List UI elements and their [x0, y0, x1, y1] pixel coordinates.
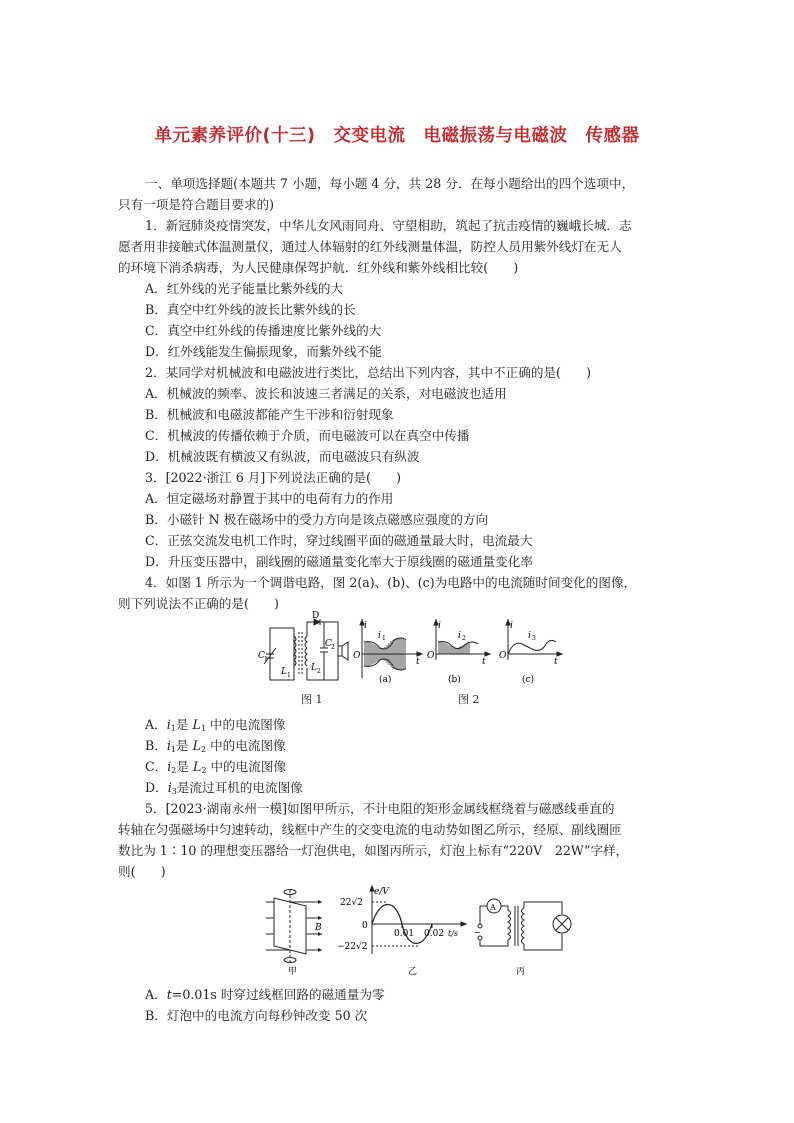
q5-stem-line-2: 转轴在匀强磁场中匀速转动，线框中产生的交变电流的电动势如图乙所示，经原、副线圈匝 — [118, 822, 622, 837]
axis-ts: t/s — [448, 929, 459, 938]
q5-option-a: A．t=0.01s 时穿过线框回路的磁通量为零 — [145, 987, 385, 1002]
q2-option-c: C．机械波的传播依赖于介质，而电磁波可以在真空中传播 — [145, 428, 470, 443]
secondary-coil — [522, 908, 525, 944]
q4-option-b: B．$i_1$是 $L_2$ 中的电流图像 — [145, 738, 286, 754]
ammeter-label: A — [490, 903, 496, 912]
figure-label-yi: 乙 — [408, 967, 418, 977]
axis-t: t — [416, 657, 420, 667]
curve-label-i1: i — [378, 631, 381, 641]
q5-stem-line-4: 则( ) — [118, 864, 166, 879]
q3-option-d: D．升压变压器中，副线圈的磁通量变化率大于原线圈的磁通量变化率 — [145, 554, 533, 569]
label-d: D — [312, 611, 320, 621]
q4-figure-1-circuit — [256, 611, 352, 688]
q5-figure-yi-emf-graph — [336, 884, 468, 976]
q2-option-a: A．机械波的频率、波长和波速三者满足的关系，对电磁波也适用 — [145, 386, 507, 401]
q1-option-c: C．真空中红外线的传播速度比紫外线的大 — [145, 323, 382, 338]
page-title: 单元素养评价(十三) 交变电流 电磁振荡与电磁波 传感器 — [154, 126, 640, 146]
coil-l2 — [305, 636, 307, 666]
q5-figure-bing-transformer-circuit — [472, 884, 572, 976]
q4-figure-2c-graph — [498, 618, 564, 686]
q4-figure-2b-graph — [426, 618, 492, 686]
ac-source-symbol: ~ — [474, 928, 481, 937]
tick-t2: 0.02 — [424, 929, 445, 939]
q5-stem-line-3: 数比为 1∶10 的理想变压器给一灯泡供电，如图丙所示，灯泡上标有“220V 22W”字样， — [118, 843, 629, 858]
figure-1-caption: 图 1 — [301, 693, 323, 706]
q4-option-a: A．$i_1$是 $L_1$ 中的电流图像 — [145, 717, 286, 733]
axis-origin: O — [353, 651, 361, 661]
axis-i: i — [438, 621, 441, 631]
q3-option-a: A．恒定磁场对静置于其中的电荷有力的作用 — [145, 491, 394, 506]
q1-option-a: A．红外线的光子能量比紫外线的大 — [145, 281, 344, 296]
q4-figure-2a-graph — [352, 618, 424, 686]
label-c1: C — [258, 651, 265, 661]
q3-option-b: B．小磁针 N 极在磁场中的受力方向是该点磁感应强度的方向 — [145, 512, 489, 527]
q1-stem-line-2: 愿者用非接触式体温测量仪，通过人体辐射的红外线测量体温，防控人员用紫外线灯在无人 — [118, 239, 622, 254]
q1-option-b: B．真空中红外线的波长比紫外线的长 — [145, 302, 356, 317]
curve-label-i3-sub: 3 — [532, 635, 536, 642]
envelope-b — [438, 642, 478, 649]
curve-label-i3: i — [528, 631, 531, 641]
axis-t: t — [482, 657, 486, 667]
tick-t1: 0.01 — [394, 929, 415, 939]
figure-label-jia: 甲 — [288, 967, 298, 977]
label-l2: L — [311, 663, 317, 673]
q5-stem-line-1: 5．[2023·湖南永州一模]如图甲所示，不计电阻的矩形金属线框绕着与磁感线垂直的 — [145, 801, 615, 816]
axis-ev: e/V — [374, 887, 389, 897]
label-l1: L — [281, 667, 287, 677]
q2-stem-line-1: 2．某同学对机械波和电磁波进行类比，总结出下列内容，其中不正确的是( ) — [145, 365, 592, 380]
label-c2-sub: 2 — [331, 644, 335, 651]
q1-option-d: D．红外线能发生偏振现象，而紫外线不能 — [145, 344, 382, 359]
q3-option-c: C．正弦交流发电机工作时，穿过线圈平面的磁通量最大时，电流最大 — [145, 533, 533, 548]
q5-option-b: B．灯泡中的电流方向每秒钟改变 50 次 — [145, 1008, 368, 1023]
axis-t: t — [554, 657, 558, 667]
label-l2-sub: 2 — [317, 668, 321, 675]
q4-option-c: C．$i_2$是 $L_2$ 中的电流图像 — [145, 759, 287, 775]
label-c1-sub: 1 — [264, 656, 268, 663]
curve-label-i2: i — [458, 631, 461, 641]
q3-stem-line-1: 3．[2022·浙江 6 月]下列说法正确的是( ) — [145, 470, 402, 485]
tick-positive-peak: 22√2 — [340, 898, 363, 908]
q1-stem-line-3: 的环境下消杀病毒，为人民健康保驾护航．红外线和紫外线相比较( ) — [118, 260, 519, 275]
figure-2-caption: 图 2 — [458, 693, 480, 706]
curve-label-i1-sub: 1 — [382, 635, 386, 642]
q4-option-d: D．$i_3$是流过耳机的电流图像 — [145, 780, 303, 796]
section-heading-line-2: 只有一项是符合题目要求的) — [118, 197, 275, 212]
axis-i: i — [364, 621, 367, 631]
tick-negative-peak: −22√2 — [337, 942, 368, 952]
axis-origin: O — [499, 651, 507, 661]
primary-coil — [508, 910, 511, 940]
q4-stem-line-1: 4．如图 1 所示为一个调谐电路，图 2(a)、(b)、(c)为电路中的电流随时间变化的图像， — [145, 575, 637, 590]
section-heading-line-1: 一、单项选择题(本题共 7 小题，每小题 4 分，共 28 分．在每小题给出的四个选项中， — [145, 176, 635, 191]
subfig-label-c: (c) — [522, 675, 535, 685]
q4-stem-line-2: 则下列说法不正确的是( ) — [118, 596, 279, 611]
q1-stem-line-1: 1．新冠肺炎疫情突发，中华儿女风雨同舟、守望相助，筑起了抗击疫情的巍峨长城．志 — [145, 218, 632, 233]
curve-i3 — [508, 640, 556, 654]
earphone-symbol — [342, 642, 348, 660]
subfig-label-a: (a) — [379, 675, 392, 685]
tick-zero: 0 — [362, 921, 368, 931]
label-l1-sub: 1 — [287, 672, 291, 679]
q2-option-d: D．机械波既有横波又有纵波，而电磁波只有纵波 — [145, 449, 420, 464]
field-label-b: B — [315, 923, 322, 933]
subfig-label-b: (b) — [448, 675, 461, 685]
q2-option-b: B．机械波和电磁波都能产生干涉和衍射现象 — [145, 407, 394, 422]
axis-origin: O — [427, 651, 435, 661]
figure-label-bing: 丙 — [516, 967, 526, 977]
curve-label-i2-sub: 2 — [462, 635, 466, 642]
label-c2: C — [325, 639, 332, 649]
axis-i: i — [510, 621, 513, 631]
q5-figure-jia-coil-in-field — [262, 884, 324, 976]
